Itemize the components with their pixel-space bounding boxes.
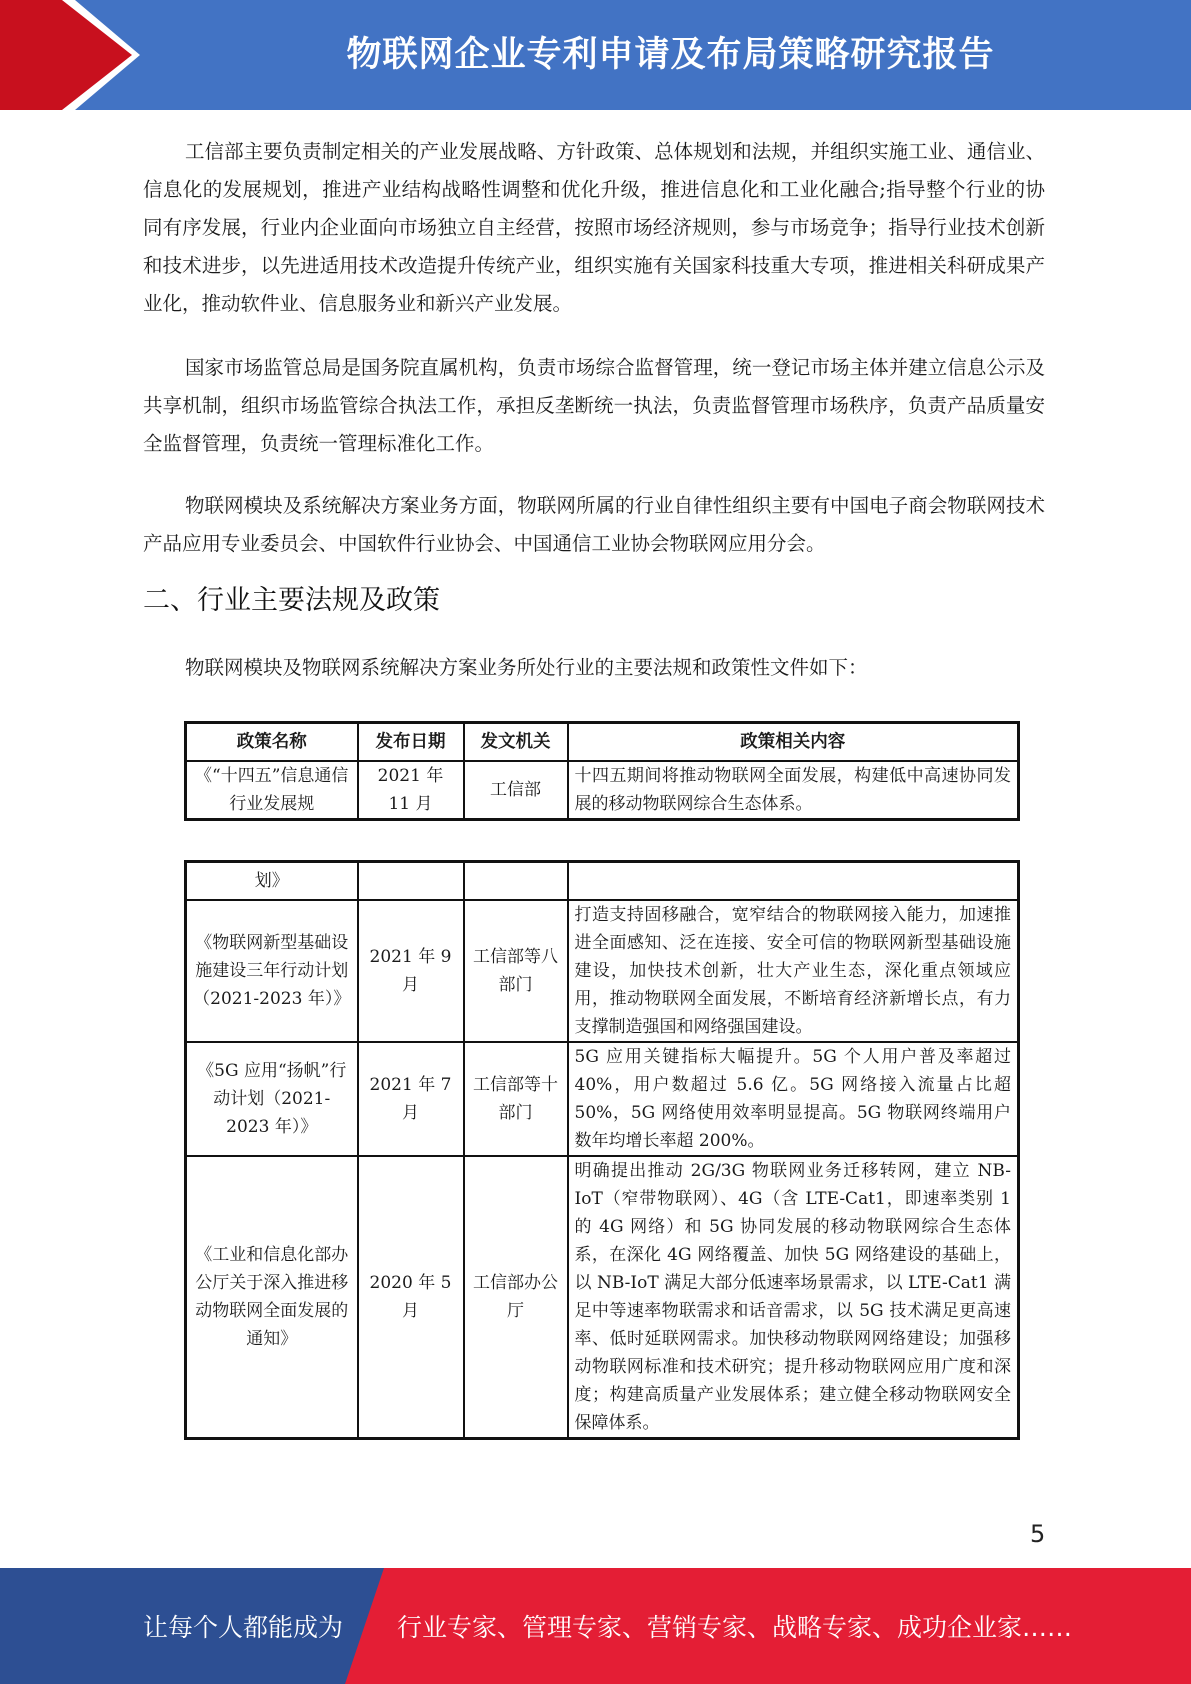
policy-content-cell [568,862,1019,900]
page-number: 5 [1030,1520,1046,1548]
policy-name-cell: 《5G 应用“扬帆”行动计划（2021-2023 年）》 [186,1042,358,1156]
policy-table-part-2 [184,860,1020,1440]
release-date-cell: 2021 年 7 月 [358,1042,464,1156]
paragraph-samr: 国家市场监管总局是国务院直属机构，负责市场综合监督管理，统一登记市场主体并建立信息公示及共享机制，组织市场监管综合执法工作，承担反垄断统一执法，负责监督管理市场秩序，负责产品质量安全监督管理，负责统一管理标准化工作。 [143,356,1045,455]
policy-content-cell: 5G 应用关键指标大幅提升。5G 个人用户普及率超过 40%，用户数超过 5.6 亿。5G 网络接入流量占比超 50%，5G 网络使用效率明显提高。5G 物联网终端用户数年均增长率超 200%。 [568,1042,1019,1156]
policy-name-cell: 《“十四五”信息通信行业发展规 [186,761,358,820]
policy-name-cell: 划》 [186,862,358,900]
issuing-authority-cell [464,862,568,900]
issuing-authority-cell: 工信部等八部门 [464,900,568,1042]
header-policy-content: 政策相关内容 [568,723,1019,762]
paragraph-miit: 工信部主要负责制定相关的产业发展战略、方针政策、总体规划和法规，并组织实施工业、通信业、信息化的发展规划，推进产业结构战略性调整和优化升级，推进信息化和工业化融合;指导整个行业的协同有序发展，行业内企业面向市场独立自主经营，按照市场经济规则，参与市场竞争；指导行业技术创新和技术进步，以先进适用技术改造提升传统产业，组织实施有关国家科技重大专项，推进相关科研成果产业化，推动软件业、信息服务业和新兴产业发展。 [143,140,1045,315]
table-intro: 物联网模块及物联网系统解决方案业务所处行业的主要法规和政策性文件如下： [185,656,868,679]
header-policy-name: 政策名称 [186,723,358,762]
policy-name-cell: 《物联网新型基础设施建设三年行动计划（2021-2023 年）》 [186,900,358,1042]
table-row [186,1042,1019,1156]
release-date-cell [358,862,464,900]
report-title: 物联网企业专利申请及布局策略研究报告 [346,35,995,75]
header-release-date: 发布日期 [358,723,464,762]
issuing-authority-cell: 工信部等十部门 [464,1042,568,1156]
policy-name-cell: 《工业和信息化部办公厅关于深入推进移动物联网全面发展的通知》 [186,1156,358,1439]
release-date-cell: 2020 年 5 月 [358,1156,464,1439]
issuing-authority-cell: 工信部 [464,761,568,820]
section-heading: 二、行业主要法规及政策 [143,585,440,616]
footer-slogan-left: 让每个人都能成为 [143,1613,344,1642]
issuing-authority-cell: 工信部办公厅 [464,1156,568,1439]
page-header [0,0,1191,110]
release-date-cell: 2021 年 11 月 [358,761,464,820]
release-date-cell: 2021 年 9 月 [358,900,464,1042]
paragraph-self-regulatory: 物联网模块及系统解决方案业务方面，物联网所属的行业自律性组织主要有中国电子商会物联网技术产品应用专业委员会、中国软件行业协会、中国通信工业协会物联网应用分会。 [143,494,1045,555]
policy-table-part-1 [184,721,1020,821]
table-row [186,900,1019,1042]
policy-content-cell: 打造支持固移融合，宽窄结合的物联网接入能力，加速推进全面感知、泛在连接、安全可信的物联网新型基础设施建设，加快技术创新，壮大产业生态，深化重点领域应用，推动物联网全面发展，不断培育经济新增长点，有力支撑制造强国和网络强国建设。 [568,900,1019,1042]
table-row [186,1156,1019,1439]
table-row [186,761,1019,820]
policy-content-cell: 十四五期间将推动物联网全面发展，构建低中高速协同发展的移动物联网综合生态体系。 [568,761,1019,820]
policy-content-cell: 明确提出推动 2G/3G 物联网业务迁移转网，建立 NB-IoT（窄带物联网）、4G（含 LTE-Cat1，即速率类别 1 的 4G 网络）和 5G 协同发展的移动物联网综合生态体系，在深化 4G 网络覆盖、加快 5G 网络建设的基础上，以 NB-IoT 满足大部分低速率场景需求，以 LTE-Cat1 满足中等速率物联需求和话音需求，以 5G 技术满足更高速率、低时延联网需求。加快移动物联网网络建设；加强移动物联网标准和技术研究；提升移动物联网应用广度和深度；构建高质量产业发展体系；建立健全移动物联网安全保障体系。 [568,1156,1019,1439]
table-row [186,862,1019,900]
footer-slogan-right: 行业专家、管理专家、营销专家、战略专家、成功企业家…… [397,1613,1073,1642]
page-footer [0,1568,1191,1684]
table-header-row [186,723,1019,762]
header-issuing-authority: 发文机关 [464,723,568,762]
